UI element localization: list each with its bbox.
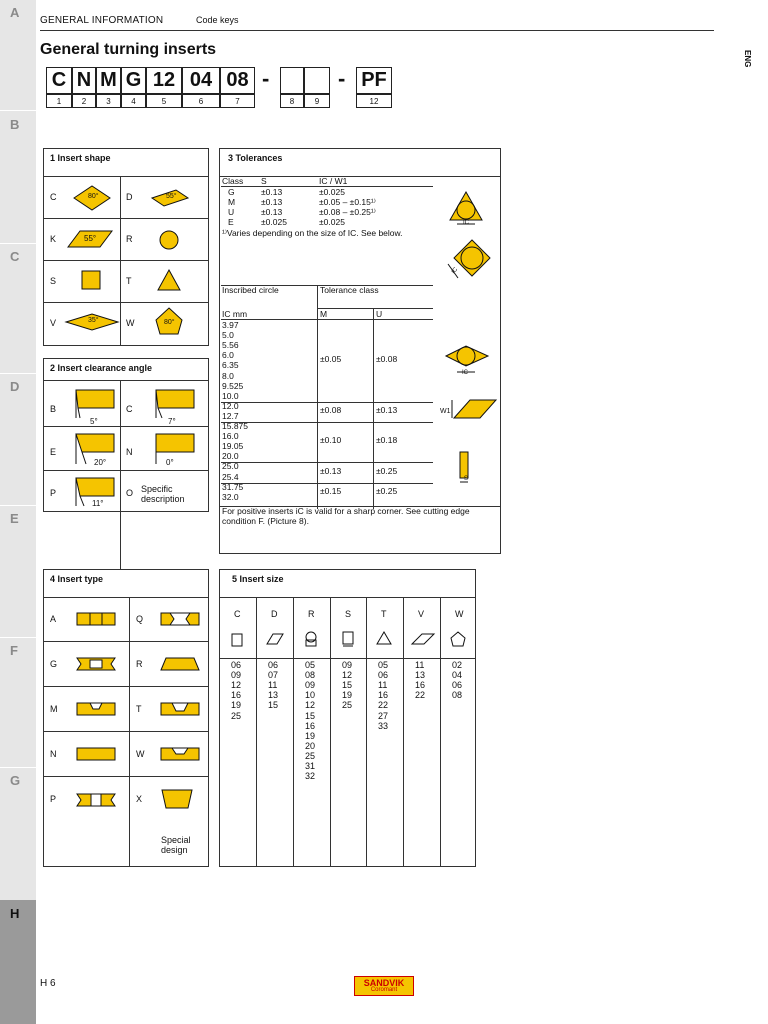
class-row-0-col-1: ±0.13 xyxy=(261,187,283,197)
size-value: 16 xyxy=(378,690,389,701)
tolerances-title: 3 Tolerances xyxy=(228,153,283,163)
tolerance-m: ±0.08 xyxy=(320,404,342,415)
ic-value: 6.35 xyxy=(222,360,239,371)
ic-value: 15.875 xyxy=(222,421,248,431)
size-value: 02 xyxy=(452,660,463,670)
tolerance-u: ±0.13 xyxy=(376,404,398,415)
ic-value: 5.0 xyxy=(222,330,234,341)
ic-value: 25.4 xyxy=(222,471,239,482)
ic-value: 12.0 xyxy=(222,400,239,411)
shape-code-t: T xyxy=(126,276,132,286)
size-col-r: R xyxy=(308,609,315,619)
class-row-2-col-1: ±0.13 xyxy=(261,207,283,217)
class-row-0-col-2: ±0.025 xyxy=(319,187,345,197)
angle-c-clearance: 7° xyxy=(168,417,176,426)
code-char-8 xyxy=(280,67,304,94)
size-value: 16 xyxy=(415,680,426,691)
size-value: 22 xyxy=(378,700,389,711)
insert-shape-title: 1 Insert shape xyxy=(50,153,111,163)
inscribed-circle-header: Inscribed circle xyxy=(222,285,279,295)
code-char-6: 04 xyxy=(182,67,220,94)
size-value: 12 xyxy=(231,680,242,691)
tolerance-u: ±0.18 xyxy=(376,435,398,446)
insert-size-title: 5 Insert size xyxy=(232,574,284,584)
size-value: 06 xyxy=(378,670,389,681)
size-value: 04 xyxy=(452,670,463,681)
shape-code-v: V xyxy=(50,318,57,328)
angle-p: 11° xyxy=(92,499,104,508)
tolerance-class-header: Tolerance class xyxy=(320,285,379,295)
size-value: 16 xyxy=(231,690,242,701)
shape-code-k: K xyxy=(50,234,57,244)
specific-label: Specific xyxy=(141,484,173,494)
type-p-icon xyxy=(76,792,118,808)
diag-ic-3: IC xyxy=(462,370,468,376)
size-value: 15 xyxy=(305,710,316,721)
angle-w: 80° xyxy=(164,319,175,326)
type-code-a: A xyxy=(50,614,57,624)
section-letter-c[interactable]: C xyxy=(10,249,20,264)
ic-value: 3.97 xyxy=(222,320,239,330)
angle-d: 55° xyxy=(166,193,177,200)
code-char-9 xyxy=(304,67,330,94)
code-num-1: 1 xyxy=(46,94,72,108)
section-letter-a[interactable]: A xyxy=(10,5,20,20)
size-value: 09 xyxy=(342,660,353,670)
size-value: 31 xyxy=(305,761,316,771)
class-row-1-col-0: M xyxy=(228,197,236,207)
ic-mm-header: IC mm xyxy=(222,309,248,319)
code-dash-1: - xyxy=(262,66,270,91)
class-row-2-col-0: U xyxy=(228,207,235,217)
ic-value: 5.56 xyxy=(222,340,239,351)
description-label: description xyxy=(141,494,185,504)
code-char-2: N xyxy=(72,67,96,94)
ic-w1-header: IC / W1 xyxy=(319,176,348,186)
class-row-1-col-1: ±0.13 xyxy=(261,197,283,207)
angle-v: 35° xyxy=(88,317,99,324)
header-subsection: Code keys xyxy=(196,15,239,25)
section-letter-e[interactable]: E xyxy=(10,511,19,526)
size-value: 25 xyxy=(342,700,353,711)
section-index-sidebar xyxy=(0,0,36,1024)
size-value: 33 xyxy=(378,720,389,731)
diag-s: S xyxy=(464,476,469,482)
clearance-code-o: O xyxy=(126,488,134,498)
shape-code-r: R xyxy=(126,234,133,244)
size-value: 27 xyxy=(378,710,389,721)
size-shape-c-icon xyxy=(226,628,252,650)
code-char-5: 12 xyxy=(146,67,182,94)
tolerance-u: ±0.08 xyxy=(376,354,398,365)
type-code-p: P xyxy=(50,794,57,804)
size-col-s: S xyxy=(345,609,352,619)
type-code-m: M xyxy=(50,704,58,714)
size-shape-t-icon xyxy=(373,628,399,650)
class-row-0-col-0: G xyxy=(228,187,235,197)
clearance-angle-title: 2 Insert clearance angle xyxy=(50,363,153,373)
clearance-code-b: B xyxy=(50,404,57,414)
size-shape-d-icon xyxy=(263,628,289,650)
size-shape-w-icon xyxy=(447,628,473,650)
size-value: 13 xyxy=(268,690,279,701)
angle-k: 55° xyxy=(84,234,97,243)
diag-ic-1: IC xyxy=(463,220,469,226)
size-value: 19 xyxy=(342,690,353,701)
type-a-icon xyxy=(76,611,118,627)
tolerance-footnote: For positive inserts iC is valid for a sharp corner. See cutting edge condition F. (Picture 8). xyxy=(222,506,470,526)
code-num-6: 6 xyxy=(182,94,220,108)
clearance-code-p: P xyxy=(50,488,57,498)
type-code-x: X xyxy=(136,794,143,804)
size-value: 19 xyxy=(305,730,316,741)
size-value: 11 xyxy=(378,680,388,691)
size-value: 09 xyxy=(305,680,316,691)
angle-e: 20° xyxy=(94,458,107,467)
type-code-g: G xyxy=(50,659,58,669)
clearance-0-insert-icon xyxy=(150,432,198,468)
size-value: 25 xyxy=(231,710,242,721)
tolerance-m: ±0.13 xyxy=(320,465,342,476)
class-row-3-col-1: ±0.025 xyxy=(261,217,287,227)
tolerance-m: ±0.05 xyxy=(320,354,342,365)
size-col-d: D xyxy=(271,609,278,619)
size-value: 12 xyxy=(305,700,316,711)
u-header: U xyxy=(376,309,383,319)
type-m-icon xyxy=(76,701,118,717)
section-letter-h: H xyxy=(10,906,20,921)
size-value: 05 xyxy=(305,660,316,670)
shape-code-s: S xyxy=(50,276,57,286)
size-value: 11 xyxy=(415,660,425,670)
size-col-c: C xyxy=(234,609,241,619)
type-q-icon xyxy=(160,611,202,627)
ic-value: 9.525 xyxy=(222,380,244,391)
section-letter-d[interactable]: D xyxy=(10,379,20,394)
size-value: 16 xyxy=(305,720,316,731)
logo-sandvik: SANDVIK xyxy=(363,978,405,988)
size-value: 32 xyxy=(305,771,316,782)
size-shape-r-icon xyxy=(300,628,326,650)
size-value: 06 xyxy=(268,660,279,670)
type-code-t: T xyxy=(136,704,142,714)
size-value: 09 xyxy=(231,670,242,681)
type-g-icon xyxy=(76,656,118,672)
logo-coromant: Coromant xyxy=(370,987,398,993)
triangle-insert-icon xyxy=(156,268,182,292)
tolerance-m: ±0.15 xyxy=(320,485,342,496)
shape-code-c: C xyxy=(50,192,57,202)
special-label: Special xyxy=(161,835,191,845)
ic-value: 10.0 xyxy=(222,390,239,401)
section-letter-b[interactable]: B xyxy=(10,117,20,132)
design-label: design xyxy=(161,845,188,855)
size-value: 25 xyxy=(305,750,316,761)
language-tag: ENG xyxy=(743,50,752,68)
ic-value: 12.7 xyxy=(222,410,239,421)
code-char-7: 08 xyxy=(220,67,255,94)
section-letter-g[interactable]: G xyxy=(10,773,21,788)
size-col-w: W xyxy=(455,609,464,619)
code-dash-2: - xyxy=(338,66,346,91)
tolerance-m: ±0.10 xyxy=(320,435,342,446)
shape-code-w: W xyxy=(126,318,135,328)
code-char-4: G xyxy=(121,67,146,94)
insert-type-title: 4 Insert type xyxy=(50,574,104,584)
angle-b: 5° xyxy=(90,417,98,426)
square-insert-icon xyxy=(80,269,102,291)
class-row-3-col-0: E xyxy=(228,217,234,227)
ic-value: 19.05 xyxy=(222,441,244,452)
m-header: M xyxy=(320,309,328,319)
page-title: General turning inserts xyxy=(40,41,217,58)
tolerance-u: ±0.25 xyxy=(376,465,398,476)
class-header: Class xyxy=(222,176,244,186)
ic-value: 6.0 xyxy=(222,350,234,361)
type-code-n: N xyxy=(50,749,57,759)
type-code-q: Q xyxy=(136,614,144,624)
size-shape-v-icon xyxy=(410,628,436,650)
code-num-4: 4 xyxy=(121,94,146,108)
size-value: 12 xyxy=(342,670,353,681)
angle-c: 80° xyxy=(88,193,99,200)
ic-value: 31.75 xyxy=(222,481,244,492)
size-value: 08 xyxy=(452,690,463,701)
size-value: 15 xyxy=(342,680,353,691)
code-num-3: 3 xyxy=(96,94,121,108)
size-value: 06 xyxy=(452,680,463,691)
code-num-8: 8 xyxy=(280,94,304,108)
size-value: 07 xyxy=(268,670,279,681)
header-section: GENERAL INFORMATION xyxy=(40,15,164,26)
size-col-v: V xyxy=(418,609,425,619)
code-num-7: 7 xyxy=(220,94,255,108)
type-r-icon xyxy=(160,656,202,672)
clearance-code-e: E xyxy=(50,447,57,457)
code-num-2: 2 xyxy=(72,94,96,108)
code-num-12: 12 xyxy=(356,94,392,108)
s-header: S xyxy=(261,176,267,186)
type-code-w: W xyxy=(136,749,145,759)
size-value: 22 xyxy=(415,690,426,701)
sandvik-coromant-logo xyxy=(354,976,414,996)
ic-value: 16.0 xyxy=(222,431,239,442)
code-char-12: PF xyxy=(356,67,392,94)
ic-value: 32.0 xyxy=(222,491,239,502)
code-char-3: M xyxy=(96,67,121,94)
size-shape-s-icon xyxy=(337,628,363,650)
size-value: 13 xyxy=(415,670,426,681)
shape-code-d: D xyxy=(126,192,133,202)
code-char-1: C xyxy=(46,67,72,94)
class-row-3-col-2: ±0.025 xyxy=(319,217,345,227)
section-h-active[interactable] xyxy=(0,900,36,1024)
size-value: 05 xyxy=(378,660,389,670)
code-num-5: 5 xyxy=(146,94,182,108)
section-letter-f[interactable]: F xyxy=(10,643,18,658)
type-code-r: R xyxy=(136,659,143,669)
clearance-code-c: C xyxy=(126,404,133,414)
size-value: 08 xyxy=(305,670,316,681)
size-value: 11 xyxy=(268,680,278,691)
ic-value: 25.0 xyxy=(222,461,239,472)
page-number: H 6 xyxy=(40,978,56,989)
square-ic-diagram-icon xyxy=(444,238,494,282)
size-value: 15 xyxy=(268,700,279,711)
ic-value: 8.0 xyxy=(222,370,234,381)
size-value: 20 xyxy=(305,740,316,751)
ic-value: 20.0 xyxy=(222,451,239,462)
tolerance-note: ¹⁾Varies depending on the size of IC. See below. xyxy=(222,228,403,238)
type-t-icon xyxy=(160,701,202,717)
round-insert-icon xyxy=(158,229,180,251)
clearance-code-n: N xyxy=(126,447,133,457)
size-value: 10 xyxy=(305,690,316,701)
class-row-1-col-2: ±0.05 – ±0.15¹⁾ xyxy=(319,197,376,207)
diag-ic-2: IC xyxy=(450,266,460,276)
size-value: 06 xyxy=(231,660,242,670)
thickness-s-diagram-icon xyxy=(455,448,485,486)
tolerance-u: ±0.25 xyxy=(376,485,398,496)
size-col-t: T xyxy=(381,609,387,619)
diag-w1: W1 xyxy=(440,408,451,415)
class-row-2-col-2: ±0.08 – ±0.25¹⁾ xyxy=(319,207,376,217)
angle-n: 0° xyxy=(166,458,174,467)
type-w-icon xyxy=(160,746,202,762)
code-num-9: 9 xyxy=(304,94,330,108)
type-n-icon xyxy=(76,746,118,762)
size-value: 19 xyxy=(231,700,242,711)
type-x-special-icon xyxy=(160,788,194,812)
